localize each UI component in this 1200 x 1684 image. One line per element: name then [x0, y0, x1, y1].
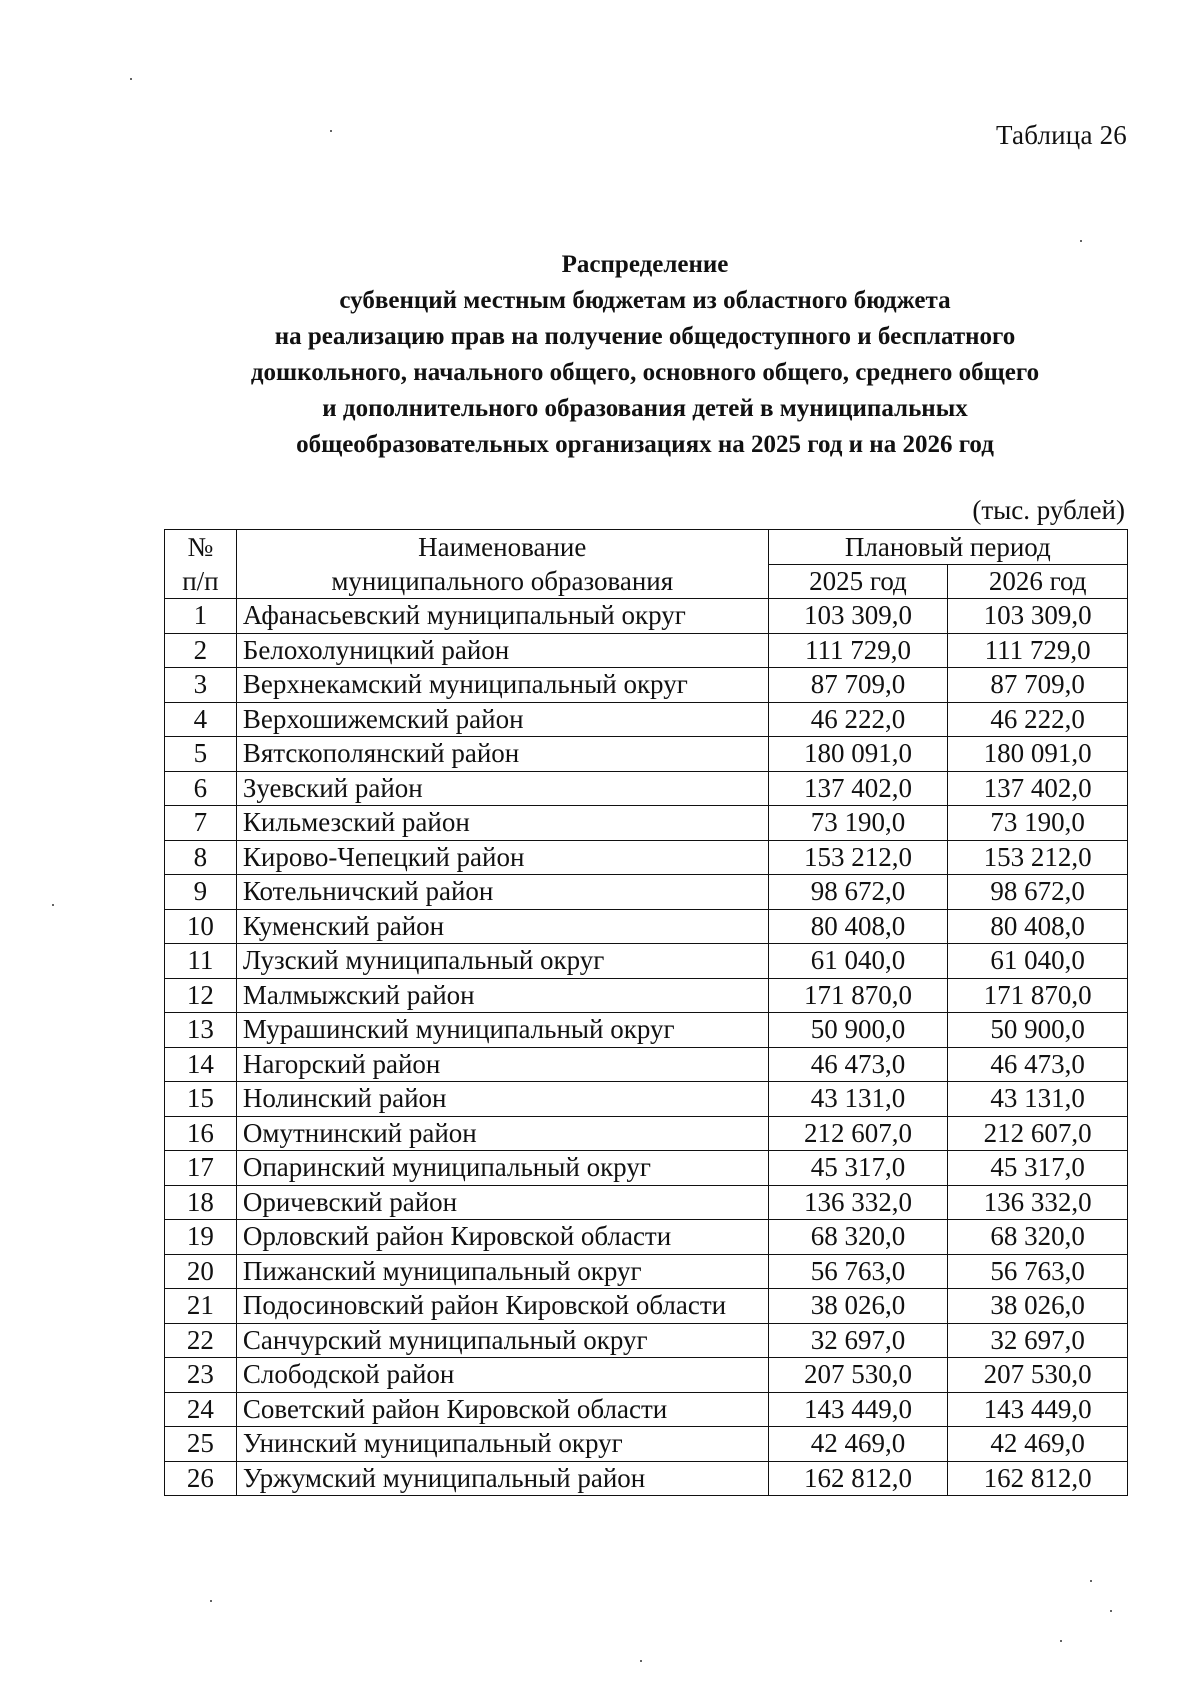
table-row — [165, 875, 1128, 910]
table-row — [165, 737, 1128, 772]
header-year-2025: 2025 год — [768, 564, 948, 599]
scan-speck — [1080, 240, 1082, 242]
header-name — [236, 530, 768, 599]
value-2025: 180 091,0 — [768, 737, 948, 772]
row-number: 13 — [165, 1013, 237, 1048]
row-number: 12 — [165, 978, 237, 1013]
municipality-name: Орловский район Кировской области — [236, 1220, 768, 1255]
scan-speck — [1060, 1640, 1062, 1642]
row-number: 6 — [165, 771, 237, 806]
value-2026: 207 530,0 — [948, 1358, 1128, 1393]
table-row — [165, 1013, 1128, 1048]
table-row — [165, 771, 1128, 806]
value-2026: 171 870,0 — [948, 978, 1128, 1013]
scan-speck — [210, 1600, 212, 1602]
value-2025: 207 530,0 — [768, 1358, 948, 1393]
subvention-table — [164, 529, 1128, 1496]
value-2026: 87 709,0 — [948, 668, 1128, 703]
value-2025: 87 709,0 — [768, 668, 948, 703]
value-2026: 98 672,0 — [948, 875, 1128, 910]
value-2025: 137 402,0 — [768, 771, 948, 806]
value-2026: 50 900,0 — [948, 1013, 1128, 1048]
municipality-name: Слободской район — [236, 1358, 768, 1393]
row-number: 19 — [165, 1220, 237, 1255]
value-2026: 137 402,0 — [948, 771, 1128, 806]
value-2025: 45 317,0 — [768, 1151, 948, 1186]
title-line: и дополнительного образования детей в муниципальных — [322, 395, 968, 422]
municipality-name: Вятскополянский район — [236, 737, 768, 772]
value-2026: 42 469,0 — [948, 1427, 1128, 1462]
table-row — [165, 1151, 1128, 1186]
municipality-name: Малмыжский район — [236, 978, 768, 1013]
header-period: Плановый период — [768, 530, 1127, 565]
row-number: 9 — [165, 875, 237, 910]
header-number-line1: № — [187, 532, 214, 562]
municipality-name: Унинский муниципальный округ — [236, 1427, 768, 1462]
row-number: 7 — [165, 806, 237, 841]
row-number: 25 — [165, 1427, 237, 1462]
header-name-line2: муниципального образования — [331, 566, 674, 596]
table-row — [165, 1047, 1128, 1082]
value-2026: 56 763,0 — [948, 1254, 1128, 1289]
table-row — [165, 1289, 1128, 1324]
row-number: 15 — [165, 1082, 237, 1117]
value-2026: 46 473,0 — [948, 1047, 1128, 1082]
municipality-name: Котельничский район — [236, 875, 768, 910]
municipality-name: Мурашинский муниципальный округ — [236, 1013, 768, 1048]
scan-speck — [330, 130, 332, 132]
value-2026: 61 040,0 — [948, 944, 1128, 979]
value-2025: 43 131,0 — [768, 1082, 948, 1117]
value-2026: 38 026,0 — [948, 1289, 1128, 1324]
row-number: 16 — [165, 1116, 237, 1151]
value-2025: 143 449,0 — [768, 1392, 948, 1427]
municipality-name: Нолинский район — [236, 1082, 768, 1117]
value-2026: 80 408,0 — [948, 909, 1128, 944]
table-row — [165, 1220, 1128, 1255]
table-row — [165, 978, 1128, 1013]
value-2026: 43 131,0 — [948, 1082, 1128, 1117]
value-2025: 46 473,0 — [768, 1047, 948, 1082]
municipality-name: Пижанский муниципальный округ — [236, 1254, 768, 1289]
value-2025: 103 309,0 — [768, 599, 948, 634]
value-2025: 50 900,0 — [768, 1013, 948, 1048]
row-number: 5 — [165, 737, 237, 772]
table-row — [165, 944, 1128, 979]
value-2025: 162 812,0 — [768, 1461, 948, 1496]
municipality-name: Лузский муниципальный округ — [236, 944, 768, 979]
municipality-name: Кирово-Чепецкий район — [236, 840, 768, 875]
table-row — [165, 1116, 1128, 1151]
municipality-name: Подосиновский район Кировской области — [236, 1289, 768, 1324]
table-body — [165, 599, 1128, 1496]
value-2026: 45 317,0 — [948, 1151, 1128, 1186]
scan-speck — [130, 78, 132, 80]
municipality-name: Зуевский район — [236, 771, 768, 806]
row-number: 3 — [165, 668, 237, 703]
value-2026: 212 607,0 — [948, 1116, 1128, 1151]
municipality-name: Верхнекамский муниципальный округ — [236, 668, 768, 703]
row-number: 24 — [165, 1392, 237, 1427]
value-2025: 46 222,0 — [768, 702, 948, 737]
municipality-name: Омутнинский район — [236, 1116, 768, 1151]
value-2026: 68 320,0 — [948, 1220, 1128, 1255]
header-year-2026: 2026 год — [948, 564, 1128, 599]
header-number-line2: п/п — [182, 566, 219, 596]
value-2025: 98 672,0 — [768, 875, 948, 910]
value-2026: 111 729,0 — [948, 633, 1128, 668]
value-2026: 153 212,0 — [948, 840, 1128, 875]
value-2025: 111 729,0 — [768, 633, 948, 668]
value-2025: 73 190,0 — [768, 806, 948, 841]
header-name-line1: Наименование — [418, 532, 587, 562]
row-number: 8 — [165, 840, 237, 875]
table-row — [165, 1254, 1128, 1289]
municipality-name: Оричевский район — [236, 1185, 768, 1220]
municipality-name: Верхошижемский район — [236, 702, 768, 737]
table-row — [165, 1392, 1128, 1427]
table-row — [165, 840, 1128, 875]
value-2026: 162 812,0 — [948, 1461, 1128, 1496]
table-row — [165, 1358, 1128, 1393]
document-title — [160, 247, 1130, 463]
title-line: общеобразовательных организациях на 2025 год и на 2026 год — [296, 431, 994, 458]
title-line: дошкольного, начального общего, основного общего, среднего общего — [250, 359, 1040, 386]
value-2026: 180 091,0 — [948, 737, 1128, 772]
row-number: 21 — [165, 1289, 237, 1324]
municipality-name: Санчурский муниципальный округ — [236, 1323, 768, 1358]
value-2025: 61 040,0 — [768, 944, 948, 979]
row-number: 20 — [165, 1254, 237, 1289]
table-row — [165, 909, 1128, 944]
row-number: 26 — [165, 1461, 237, 1496]
municipality-name: Куменский район — [236, 909, 768, 944]
row-number: 1 — [165, 599, 237, 634]
value-2026: 103 309,0 — [948, 599, 1128, 634]
municipality-name: Советский район Кировской области — [236, 1392, 768, 1427]
value-2025: 153 212,0 — [768, 840, 948, 875]
value-2026: 46 222,0 — [948, 702, 1128, 737]
value-2025: 171 870,0 — [768, 978, 948, 1013]
value-2026: 136 332,0 — [948, 1185, 1128, 1220]
title-line: на реализацию прав на получение общедоступного и бесплатного — [274, 323, 1016, 350]
value-2025: 136 332,0 — [768, 1185, 948, 1220]
table-row — [165, 702, 1128, 737]
value-2025: 56 763,0 — [768, 1254, 948, 1289]
scan-speck — [640, 1660, 642, 1662]
table-row — [165, 668, 1128, 703]
scan-speck — [52, 904, 54, 906]
municipality-name: Кильмезский район — [236, 806, 768, 841]
table-row — [165, 599, 1128, 634]
municipality-name: Афанасьевский муниципальный округ — [236, 599, 768, 634]
table-row — [165, 1323, 1128, 1358]
municipality-name: Нагорский район — [236, 1047, 768, 1082]
table-row — [165, 633, 1128, 668]
scan-speck — [1090, 1580, 1092, 1582]
row-number: 4 — [165, 702, 237, 737]
row-number: 22 — [165, 1323, 237, 1358]
row-number: 14 — [165, 1047, 237, 1082]
row-number: 18 — [165, 1185, 237, 1220]
value-2025: 212 607,0 — [768, 1116, 948, 1151]
row-number: 17 — [165, 1151, 237, 1186]
table-row — [165, 1185, 1128, 1220]
municipality-name: Уржумский муниципальный район — [236, 1461, 768, 1496]
header-number — [165, 530, 237, 599]
value-2026: 73 190,0 — [948, 806, 1128, 841]
row-number: 23 — [165, 1358, 237, 1393]
table-number: Таблица 26 — [996, 120, 1127, 150]
value-2025: 32 697,0 — [768, 1323, 948, 1358]
row-number: 11 — [165, 944, 237, 979]
value-2026: 32 697,0 — [948, 1323, 1128, 1358]
table-row — [165, 1427, 1128, 1462]
title-line: Распределение — [561, 251, 729, 278]
value-2026: 143 449,0 — [948, 1392, 1128, 1427]
row-number: 2 — [165, 633, 237, 668]
value-2025: 80 408,0 — [768, 909, 948, 944]
table-row — [165, 806, 1128, 841]
table-row — [165, 1082, 1128, 1117]
value-2025: 68 320,0 — [768, 1220, 948, 1255]
value-2025: 38 026,0 — [768, 1289, 948, 1324]
units-label: (тыс. рублей) — [972, 495, 1125, 525]
title-line: субвенций местным бюджетам из областного бюджета — [339, 287, 951, 314]
value-2025: 42 469,0 — [768, 1427, 948, 1462]
table-row — [165, 1461, 1128, 1496]
row-number: 10 — [165, 909, 237, 944]
scan-speck — [1110, 1610, 1112, 1612]
municipality-name: Опаринский муниципальный округ — [236, 1151, 768, 1186]
municipality-name: Белохолуницкий район — [236, 633, 768, 668]
